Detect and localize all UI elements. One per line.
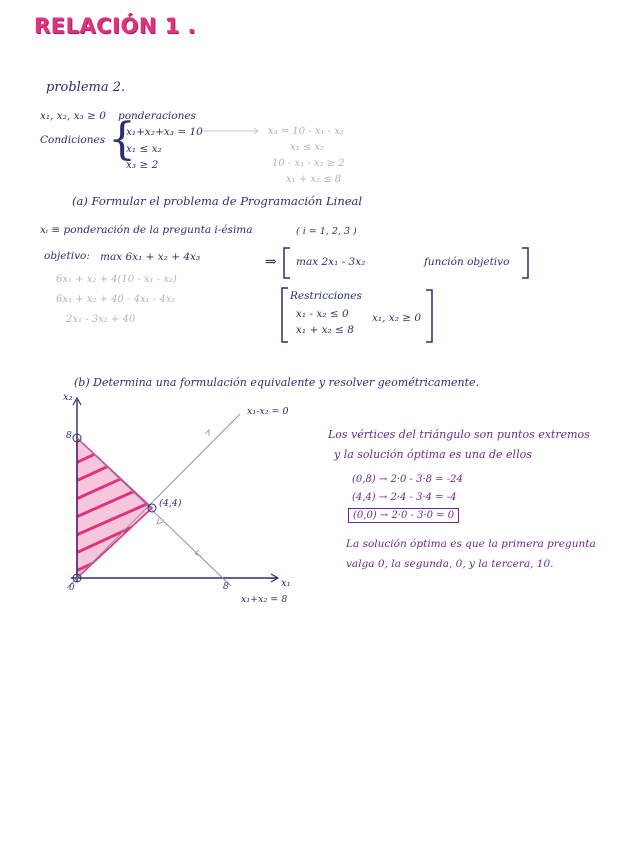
point-label: (4,4) [159,498,182,509]
faint-step-1: 6x₁ + x₂ + 4(10 - x₁ - x₂) [56,274,177,285]
objective-expression: max 6x₁ + x₂ + 4x₃ [100,251,201,263]
restriction-1: x₁ - x₂ ≤ 0 [296,308,349,320]
page-title: RELACIÓN 1 . [34,14,197,38]
y-intercept-label: 8 [66,431,72,441]
faint-derivation-4: x₁ + x₂ ≤ 8 [286,174,342,185]
objective-label: objetivo: [44,250,90,262]
origin-label: 0 [69,583,75,593]
vertices-text-2: y la solución óptima es una de ellos [334,448,532,461]
nonnegativity: x₁, x₂ ≥ 0 [372,312,422,324]
y-axis-label: x₂ [63,392,73,403]
problem-label: problema 2. [46,80,126,95]
faint-derivation-2: x₁ ≤ x₂ [290,142,325,153]
vertices-text-1: Los vértices del triángulo son puntos extremos [328,428,590,441]
objective-box-expression: max 2x₁ - 3x₂ [296,256,366,268]
condition-3: x₃ ≥ 2 [126,159,159,171]
definition-range: ( i = 1, 2, 3 ) [296,226,357,237]
definition-line: xᵢ ≡ ponderación de la pregunta i-ésima [40,224,253,236]
faint-derivation-1: x₃ = 10 - x₁ - x₂ [268,126,344,137]
condition-1: x₁+x₂+x₃ = 10 [126,126,203,138]
evaluation-1: (0,8) → 2·0 - 3·8 = -24 [352,474,463,485]
part-b-heading: (b) Determina una formulación equivalente y resolver geométricamente. [74,376,480,389]
restrictions-title: Restricciones [290,290,362,302]
faint-step-3: 2x₁ - 3x₂ + 40 [66,314,136,325]
derivation-arrow [200,126,262,136]
evaluation-2: (4,4) → 2·4 - 3·4 = -4 [352,492,457,503]
conclusion-1: La solución óptima es que la primera pregunta [346,538,596,550]
part-a-heading: (a) Formular el problema de Programación Lineal [72,194,363,208]
evaluation-optimal: (0,0) → 2·0 - 3·0 = 0 [348,508,459,523]
x-axis-label: x₁ [281,578,291,589]
line2-label: x₁+x₂ = 8 [241,594,288,605]
x-intercept-label: 8 [223,582,229,592]
variables-line: x₁, x₂, x₃ ≥ 0 [40,110,106,122]
restriction-2: x₁ + x₂ ≤ 8 [296,324,354,336]
conditions-label: Condiciones [40,134,106,146]
feasible-region-graph [55,390,305,610]
objective-box-note: función objetivo [424,256,510,268]
conclusion-2: valga 0, la segunda, 0, y la tercera, 10. [346,558,554,570]
faint-derivation-3: 10 - x₁ - x₂ ≥ 2 [272,158,345,169]
conditions-brace: { [108,114,136,165]
implies-arrow: ⇒ [265,254,277,270]
faint-step-2: 6x₁ + x₂ + 40 - 4x₁ - 4x₂ [56,294,176,305]
variables-note: ponderaciones [118,110,196,122]
condition-2: x₁ ≤ x₂ [126,143,162,155]
line1-label: x₁-x₂ = 0 [247,406,289,417]
